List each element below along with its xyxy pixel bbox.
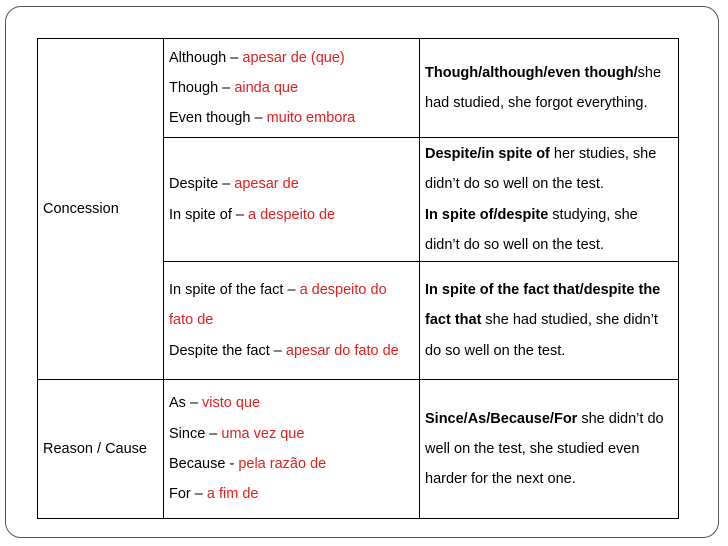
connector-line <box>169 479 414 509</box>
connector-line <box>169 200 414 230</box>
example-sentence: studying, she didn’t do so well on the test. <box>425 206 638 253</box>
connectors-cell <box>164 138 420 262</box>
category-cell <box>38 39 164 380</box>
example-keywords: Since/As/Because/For <box>425 410 578 427</box>
connectors-cell <box>164 262 420 380</box>
connector-line <box>169 419 414 449</box>
category-cell <box>38 380 164 519</box>
example-sentence: she didn’t do well on the test, she studied even harder for the next one. <box>425 410 664 488</box>
english-connector: In spite of the fact – <box>169 282 300 299</box>
connector-line <box>169 103 414 133</box>
example-sentence: she had studied, she forgot everything. <box>425 64 662 111</box>
connectors-cell <box>164 39 420 138</box>
english-connector: Even though – <box>169 110 267 127</box>
english-connector: Since – <box>169 425 222 442</box>
portuguese-translation: a despeito do fato de <box>169 282 387 329</box>
english-connector: In spite of – <box>169 206 248 223</box>
example-sentence: she had studied, she didn’t do so well on the test. <box>425 312 658 359</box>
portuguese-translation: visto que <box>202 395 261 412</box>
example-keywords: Despite/in spite of <box>425 145 550 162</box>
category-label: Reason / Cause <box>43 440 147 457</box>
connector-line <box>169 43 414 73</box>
english-connector: Despite – <box>169 176 235 193</box>
english-connector: Although – <box>169 49 243 66</box>
portuguese-translation: apesar de <box>234 176 299 193</box>
connector-line <box>169 388 414 418</box>
portuguese-translation: muito embora <box>266 110 356 127</box>
portuguese-translation: ainda que <box>234 79 299 96</box>
example-sentence: her studies, she didn’t do so well on the test. <box>425 145 657 193</box>
portuguese-translation: apesar do fato de <box>285 342 399 359</box>
connector-line <box>169 73 414 103</box>
english-connector: As – <box>169 395 203 412</box>
table-row <box>38 380 679 519</box>
connector-line <box>169 169 414 199</box>
english-connector: Though – <box>169 79 235 96</box>
connector-line <box>169 449 414 479</box>
portuguese-translation: uma vez que <box>221 425 305 442</box>
example-keywords: In spite of the fact that/despite the fact that <box>425 282 661 329</box>
portuguese-translation: a despeito de <box>248 206 336 223</box>
category-label: Concession <box>43 200 119 217</box>
grammar-connectors-table <box>37 38 679 519</box>
english-connector: For – <box>169 486 207 503</box>
example-cell <box>420 39 679 138</box>
portuguese-translation: a fim de <box>206 486 259 503</box>
english-connector: Because - <box>169 456 239 472</box>
portuguese-translation: pela razão de <box>238 456 327 472</box>
example-keywords: In spite of/despite <box>425 206 549 223</box>
example-cell <box>420 380 679 519</box>
example-cell <box>420 262 679 380</box>
portuguese-translation: apesar de (que) <box>242 49 345 66</box>
connectors-cell <box>164 380 420 519</box>
english-connector: Despite the fact – <box>169 342 286 359</box>
table-row <box>38 39 679 138</box>
example-keywords: Though/although/even though/ <box>425 64 638 81</box>
example-cell <box>420 138 679 262</box>
